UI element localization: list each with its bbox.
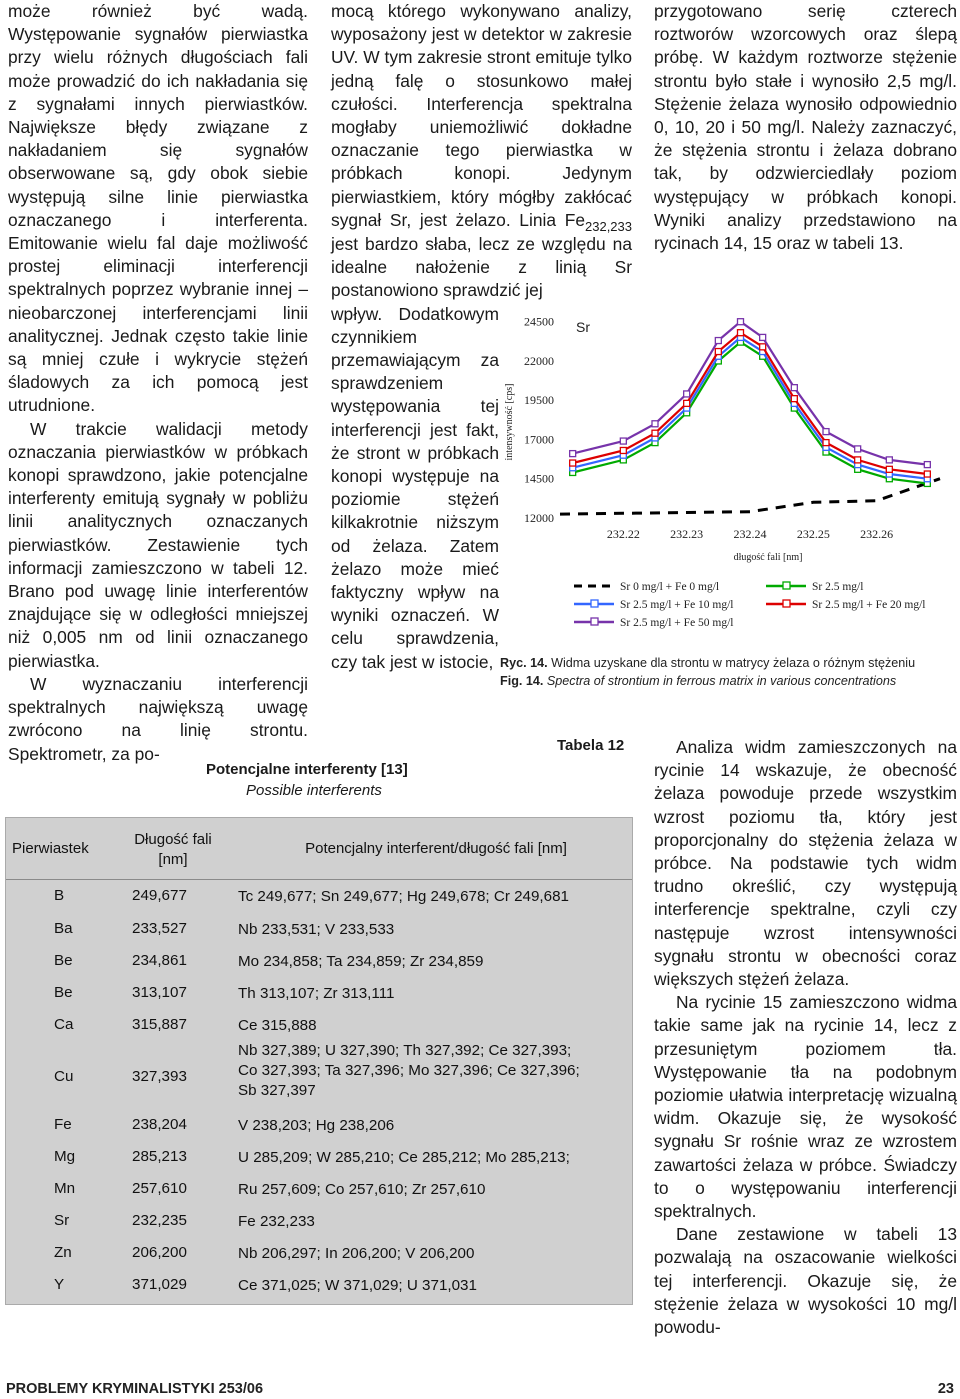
data-point [886, 466, 892, 472]
interferent-line: Nb 327,389; U 327,390; Th 327,392; Ce 327,393; [238, 1042, 572, 1059]
data-point [738, 319, 744, 325]
header-wavelength-line1: Długość fali [134, 831, 212, 848]
cell-wavelength: 285,213 [132, 1148, 187, 1165]
header-wavelength [118, 830, 228, 870]
subscript: 232,233 [585, 218, 632, 234]
paragraph: może również być wadą. Występowanie sygnałów pierwiastka przy wielu różnych długościach fali może prowadzić do ich nakładania się z sygnałami innych pierwiastków. Największe błędy związane z nakładaniem się sygnałów obserwowane są, gdy obok siebie występują silne linie pierwiastka oznaczanego i interferenta. Emitowanie wielu fal daje możliwość prostej eliminacji interferencji spektralnych poprzez wybranie innej – nieobarczonej interferencjami linii analitycznej. Jednak często takie linie są mniej czułe i wykrycie stężeń śladowych za ich pomocą jest utrudnione. [8, 1, 308, 416]
data-point [652, 421, 658, 427]
cell-wavelength: 371,029 [132, 1276, 187, 1293]
data-point [620, 447, 626, 453]
data-point [791, 385, 797, 391]
data-point [924, 462, 930, 468]
x-tick-label: 232.25 [796, 527, 830, 541]
table-title: Potencjalne interferenty [13] [206, 761, 408, 778]
paragraph: wpływ. Dodatkowym czynnikiem przemawiającym za sprawdzeniem występowania tej interferencji jest fakt, że stront w próbkach konopi występuje na poziomie stężeń kilkakrotnie niższym od żelaza. Zatem żelazo może mieć faktyczny wpływ na wyniki oznaczeń. W celu sprawdzenia, czy tak jest w istocie, [331, 303, 499, 672]
interferents-table [5, 817, 633, 1305]
table-subtitle: Possible interferents [246, 782, 382, 799]
interferent-line: Fe 232,233 [238, 1213, 315, 1230]
paragraph-text: mocą którego wykonywano analizy, wyposażony jest w detektor w zakresie UV. W tym zakresie stront emituje tylko jedną falę o stosunkowo małej czułości. Interferencja spektralna mogłaby uniemożliwić dokładne oznaczanie tego pierwiastka w próbkach konopi. Jedynym pierwiastkiem, który mógłby zakłócać sygnał Sr, jest żelazo. Linia Fe [331, 1, 632, 230]
paragraph: W wyznaczaniu interferencji spektralnych największą uwagę zwrócono na linię strontu. Spektrometr, za po- [8, 673, 308, 764]
figure-caption-en [500, 673, 896, 690]
paragraph: Na rycinie 15 zamieszczono widma takie same jak na rycinie 14, lecz z przesuniętym poziomem tła. Występowanie tła na podobnym poziomie ułatwia interpretację wizualną widm. Okazuje się, że wysokość sygnału Sr rośnie wraz ze wzrostem zawartości żelaza w próbce. Świadczy to o występowaniu interferencji spektralnych. [654, 992, 957, 1222]
cell-interferent [238, 1180, 485, 1200]
interferent-line: Sb 327,397 [238, 1082, 316, 1099]
data-point [886, 457, 892, 463]
cell-interferent [238, 984, 394, 1004]
interferent-line: Th 313,107; Zr 313,111 [238, 985, 395, 1002]
data-point [715, 349, 721, 355]
interferent-line: Ce 315,888 [238, 1017, 317, 1034]
legend-marker [783, 582, 790, 589]
cell-interferent [238, 1116, 394, 1136]
data-point [652, 430, 658, 436]
spectrum-chart [498, 298, 956, 643]
header-wavelength-line2: [nm] [158, 851, 188, 868]
cell-wavelength: 206,200 [132, 1244, 187, 1261]
cell-interferent [238, 1016, 317, 1036]
cell-interferent [238, 1244, 474, 1264]
cell-wavelength: 232,235 [132, 1212, 187, 1229]
cell-wavelength: 315,887 [132, 1016, 187, 1033]
cell-element: Zn [54, 1244, 72, 1261]
legend-marker [591, 618, 598, 625]
caption-text: Widma uzyskane dla strontu w matrycy żelaza o różnym stężeniu [551, 656, 916, 670]
cell-element: B [54, 887, 65, 904]
y-tick-label: 24500 [524, 314, 554, 329]
caption-text: Spectra of strontium in ferrous matrix in various concentrations [546, 674, 897, 688]
cell-wavelength: 233,527 [132, 920, 187, 937]
data-point [791, 396, 797, 402]
cell-element: Mn [54, 1180, 76, 1197]
page-number: 23 [937, 1381, 954, 1397]
figure-caption-pl [500, 655, 915, 672]
interferent-line: Mo 234,858; Ta 234,859; Zr 234,859 [238, 953, 484, 970]
cell-element: Sr [54, 1212, 70, 1229]
cell-interferent [238, 887, 569, 907]
cell-interferent [238, 952, 483, 972]
data-point [684, 400, 690, 406]
data-point [620, 438, 626, 444]
cell-wavelength: 313,107 [132, 984, 187, 1001]
cell-element: Ba [54, 920, 73, 937]
interferent-line: U 285,209; W 285,210; Ce 285,212; Mo 285,213; [238, 1149, 570, 1166]
header-element: Pierwiastek [12, 840, 89, 857]
cell-interferent [238, 1041, 580, 1101]
cell-element: Ca [54, 1016, 74, 1033]
cell-wavelength: 234,861 [132, 952, 187, 969]
data-point [855, 446, 861, 452]
cell-element: Be [54, 952, 73, 969]
series-line [560, 479, 940, 514]
data-point [823, 429, 829, 435]
text-column-right-lower [654, 736, 957, 1339]
y-axis-label: intensywność [cps] [504, 383, 515, 461]
header-interferent: Potencjalny interferent/długość fali [nm] [305, 840, 567, 857]
legend-label: Sr 0 mg/l + Fe 0 mg/l [620, 581, 720, 593]
y-tick-label: 22000 [524, 353, 554, 368]
legend-label: Sr 2.5 mg/l + Fe 50 mg/l [620, 617, 734, 629]
x-axis-label: długość fali [nm] [733, 552, 803, 563]
cell-element: Be [54, 984, 73, 1001]
legend-label: Sr 2.5 mg/l + Fe 20 mg/l [812, 599, 926, 611]
data-point [823, 440, 829, 446]
x-tick-label: 232.24 [733, 527, 767, 541]
text-column-right [654, 0, 957, 255]
cell-wavelength: 238,204 [132, 1116, 187, 1133]
paragraph [331, 0, 632, 303]
legend-label: Sr 2.5 mg/l + Fe 10 mg/l [620, 599, 734, 611]
data-point [738, 330, 744, 336]
legend-marker [591, 600, 598, 607]
interferent-line: Ce 371,025; W 371,029; U 371,031 [238, 1277, 477, 1294]
interferent-line: Nb 233,531; V 233,533 [238, 921, 395, 938]
cell-interferent [238, 1212, 315, 1232]
legend-label: Sr 2.5 mg/l [812, 581, 864, 593]
cell-wavelength: 257,610 [132, 1180, 187, 1197]
interferent-line: Ru 257,609; Co 257,610; Zr 257,610 [238, 1181, 486, 1198]
data-point [924, 471, 930, 477]
text-column-left [8, 0, 308, 766]
cell-interferent [238, 1276, 477, 1296]
data-point [570, 451, 576, 457]
interferent-line: Nb 206,297; In 206,200; V 206,200 [238, 1245, 475, 1262]
cell-element: Mg [54, 1148, 76, 1165]
paragraph: Analiza widm zamieszczonych na rycinie 14 wskazuje, że obecność żelaza powoduje przede wszystkim wzrost poziomu tła, który jest proporcjonalny do stężenia żelaza w próbce. Na podstawie tych widm trudno określić, czy występują interferencje spektralne, czyli czy następuje wzrost intensywności sygnału strontu w obecności coraz większych stężeń żelaza. [654, 737, 957, 990]
data-point [760, 344, 766, 350]
cell-wavelength: 327,393 [132, 1068, 187, 1085]
data-point [855, 457, 861, 463]
interferent-line: Tc 249,677; Sn 249,677; Hg 249,678; Cr 249,681 [238, 888, 569, 905]
data-point [684, 391, 690, 397]
cell-interferent [238, 920, 394, 940]
data-point [760, 334, 766, 340]
journal-footer: PROBLEMY KRYMINALISTYKI 253/06 [6, 1381, 264, 1397]
legend-marker [783, 600, 790, 607]
cell-element: Cu [54, 1068, 74, 1085]
data-point [570, 460, 576, 466]
caption-label: Ryc. 14. [500, 656, 548, 670]
table-header [6, 818, 632, 880]
cell-interferent [238, 1148, 570, 1168]
paragraph-text: jest bardzo słaba, lecz ze względu na idealne nałożenie z linią Sr postanowiono sprawdzić jej [331, 234, 632, 301]
chart-title: Sr [576, 319, 590, 335]
paragraph: przygotowano serię czterech roztworów wzorcowych oraz ślepą próbę. W każdym roztworze stężenie strontu było stałe i wynosiło 2,5 mg/l. Stężenie żelaza wynosiło odpowiednio 0, 10, 20 i 50 mg/l. Należy zaznaczyć, że stężenia strontu i żelaza dobrano tak, by odzwierciedlały poziom występujący w próbkach konopi. Wyniki analizy przedstawiono na rycinach 14, 15 oraz w tabeli 13. [654, 1, 957, 254]
table-number: Tabela 12 [557, 737, 625, 754]
interferent-line: V 238,203; Hg 238,206 [238, 1117, 395, 1134]
interferent-line: Co 327,393; Ta 327,396; Mo 327,396; Ce 327,396; [238, 1062, 580, 1079]
paragraph: Dane zestawione w tabeli 13 pozwalają na oszacowanie wielkości tej interferencji. Okazuje się, że stężenie żelaza w wysokości 10 mg/l powodu- [654, 1224, 957, 1338]
y-tick-label: 17000 [524, 432, 554, 447]
y-tick-label: 19500 [524, 393, 554, 408]
y-tick-label: 14500 [524, 471, 554, 486]
cell-element: Y [54, 1276, 65, 1293]
cell-wavelength: 249,677 [132, 887, 187, 904]
x-tick-label: 232.23 [670, 527, 704, 541]
caption-label: Fig. 14. [500, 674, 544, 688]
data-point [715, 338, 721, 344]
cell-element: Fe [54, 1116, 72, 1133]
y-tick-label: 12000 [524, 511, 554, 525]
paragraph: W trakcie walidacji metody oznaczania pierwiastków w próbkach konopi sprawdzono, jakie potencjalne interferenty emitują sygnały w pobliżu linii analitycznych oznaczanych pierwiastków. Zestawienie tych informacji zamieszczono w tabeli 12. Brano pod uwagę linie interferentów znajdujące się w odległości mniejszej niż 0,005 nm od linii oznaczanego pierwiastka. [8, 418, 308, 671]
x-tick-label: 232.26 [860, 527, 894, 541]
x-tick-label: 232.22 [606, 527, 640, 541]
